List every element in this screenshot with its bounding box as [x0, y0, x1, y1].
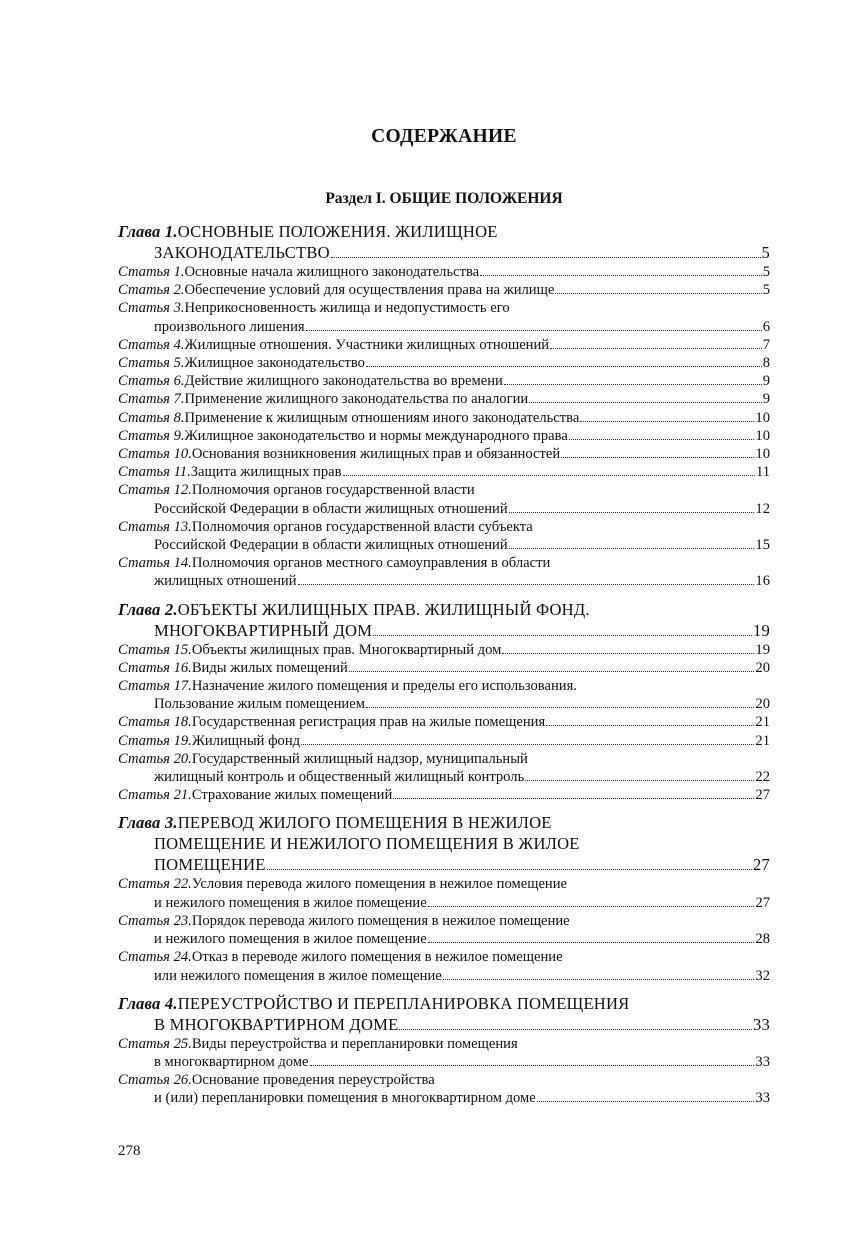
article-page: 11 [755, 464, 770, 481]
article-number: Статья 14. [118, 555, 192, 572]
article-title: Жилищное законодательство [184, 355, 365, 372]
chapter-line [118, 242, 770, 263]
article-title: Государственный жилищный надзор, муниципальный [191, 750, 528, 767]
dot-leader [399, 1029, 752, 1030]
dot-leader [428, 942, 755, 943]
article-page: 15 [755, 537, 770, 554]
article-number: Статья 23. [118, 912, 192, 929]
article-number: Статья 16. [118, 659, 192, 676]
toc-article[interactable] [118, 750, 770, 786]
dot-leader [349, 671, 755, 672]
toc-article[interactable] [118, 409, 770, 427]
chapter-page: 19 [753, 620, 770, 640]
toc-article[interactable] [118, 677, 770, 713]
chapter-heading[interactable] [118, 993, 770, 1035]
section-title: Раздел I. ОБЩИЕ ПОЛОЖЕНИЯ [325, 190, 563, 207]
dot-leader [301, 744, 754, 745]
dot-leader [555, 293, 761, 294]
toc-article[interactable] [118, 1071, 770, 1107]
dot-leader [480, 275, 762, 276]
article-line [118, 641, 770, 659]
article-title: Условия перевода жилого помещения в нежилое помещение [191, 876, 568, 893]
dot-leader [366, 366, 762, 367]
article-line [118, 463, 770, 481]
article-line [118, 481, 770, 499]
article-page: 19 [755, 641, 770, 658]
toc-chapter [118, 221, 770, 591]
article-line [118, 1071, 770, 1089]
article-title: Неприкосновенность жилища и недопустимость его [184, 300, 510, 317]
article-page: 21 [755, 732, 770, 749]
dot-leader [343, 475, 755, 476]
article-title: Российской Федерации в области жилищных отношений [154, 537, 508, 554]
article-line [118, 912, 770, 930]
article-title: Основание проведения переустройства [191, 1072, 435, 1089]
chapter-title: ПОМЕЩЕНИЕ [154, 855, 266, 875]
article-line [118, 554, 770, 572]
article-page: 10 [755, 427, 770, 444]
dot-leader [393, 798, 754, 799]
article-line [118, 427, 770, 445]
chapter-line [118, 812, 770, 833]
article-line [118, 750, 770, 768]
article-page: 5 [762, 264, 770, 280]
article-line [118, 390, 770, 408]
article-line [118, 500, 770, 518]
toc-article[interactable] [118, 299, 770, 335]
chapter-title: ЗАКОНОДАТЕЛЬСТВО [154, 243, 330, 262]
article-page: 9 [762, 391, 770, 408]
article-line [118, 677, 770, 695]
chapter-number: Глава 1. [118, 222, 178, 241]
toc-article[interactable] [118, 427, 770, 445]
article-page: 33 [755, 1053, 770, 1070]
chapter-heading[interactable] [118, 812, 770, 875]
article-title: Пользование жилым помещением [154, 696, 365, 713]
article-page: 10 [755, 446, 770, 463]
chapter-title: ОСНОВНЫЕ ПОЛОЖЕНИЯ. ЖИЛИЩНОЕ [177, 222, 498, 241]
chapter-page: 27 [753, 855, 770, 875]
article-title: Порядок перевода жилого помещения в нежилое помещение [191, 912, 570, 929]
article-line [118, 967, 770, 985]
article-page: 28 [755, 931, 770, 948]
dot-leader [580, 421, 754, 422]
article-title: Жилищное законодательство и нормы международного права [184, 427, 568, 444]
article-title: и нежилого помещения в жилое помещение [154, 894, 427, 911]
table-of-contents [118, 221, 770, 1116]
chapter-line [118, 854, 770, 875]
article-number: Статья 12. [118, 482, 192, 499]
article-line [118, 281, 770, 299]
chapter-line [118, 599, 770, 620]
article-number: Статья 6. [118, 373, 185, 390]
article-page: 27 [755, 894, 770, 911]
toc-article[interactable] [118, 445, 770, 463]
toc-article[interactable] [118, 354, 770, 372]
article-title: Основные начала жилищного законодательства [184, 264, 480, 280]
article-title: Жилищный фонд [191, 732, 301, 749]
dot-leader [569, 439, 755, 440]
article-title: жилищный контроль и общественный жилищный контроль [154, 769, 525, 786]
dot-leader [561, 457, 754, 458]
dot-leader [366, 707, 754, 708]
article-page: 22 [755, 769, 770, 786]
article-number: Статья 10. [118, 446, 192, 463]
chapter-title: ПОМЕЩЕНИЕ И НЕЖИЛОГО ПОМЕЩЕНИЯ В ЖИЛОЕ [154, 834, 580, 854]
toc-article[interactable] [118, 912, 770, 948]
toc-chapter [118, 993, 770, 1108]
article-number: Статья 18. [118, 714, 192, 731]
article-number: Статья 22. [118, 876, 192, 893]
chapter-title: ПЕРЕВОД ЖИЛОГО ПОМЕЩЕНИЯ В НЕЖИЛОЕ [177, 813, 552, 833]
dot-leader [331, 257, 761, 258]
toc-article[interactable] [118, 390, 770, 408]
chapter-page: 33 [753, 1014, 770, 1034]
article-line [118, 1089, 770, 1107]
dot-leader [546, 725, 754, 726]
chapter-title: В МНОГОКВАРТИРНОМ ДОМЕ [154, 1014, 399, 1034]
article-line [118, 930, 770, 948]
chapter-heading[interactable] [118, 599, 770, 641]
chapter-page: 5 [761, 243, 770, 262]
article-title: Объекты жилищных прав. Многоквартирный дом [191, 641, 502, 658]
article-page: 33 [755, 1090, 770, 1107]
article-number: Статья 15. [118, 641, 192, 658]
dot-leader [502, 653, 754, 654]
toc-article[interactable] [118, 713, 770, 731]
article-number: Статья 24. [118, 949, 192, 966]
toc-chapter [118, 812, 770, 984]
article-line [118, 695, 770, 713]
article-page: 6 [762, 318, 770, 335]
article-line [118, 768, 770, 786]
chapter-line [118, 221, 770, 242]
page-number: 278 [118, 1143, 141, 1159]
chapter-title: ПЕРЕУСТРОЙСТВО И ПЕРЕПЛАНИРОВКА ПОМЕЩЕНИЯ [177, 993, 630, 1013]
article-title: Полномочия органов местного самоуправления в области [191, 555, 551, 572]
chapter-line [118, 833, 770, 854]
dot-leader [306, 330, 762, 331]
toc-article[interactable] [118, 481, 770, 517]
chapter-heading[interactable] [118, 221, 770, 263]
dot-leader [525, 780, 754, 781]
article-page: 20 [755, 659, 770, 676]
article-line [118, 372, 770, 390]
toc-article[interactable] [118, 641, 770, 659]
article-line [118, 336, 770, 354]
toc-chapter [118, 599, 770, 805]
article-number: Статья 1. [118, 264, 185, 280]
article-title: Виды жилых помещений [191, 659, 348, 676]
toc-article[interactable] [118, 732, 770, 750]
article-number: Статья 11. [118, 464, 191, 481]
chapter-number: Глава 2. [118, 599, 178, 619]
article-line [118, 894, 770, 912]
article-number: Статья 7. [118, 391, 185, 408]
toc-article[interactable] [118, 372, 770, 390]
article-title: Обеспечение условий для осуществления права на жилище [184, 282, 555, 299]
chapter-title: МНОГОКВАРТИРНЫЙ ДОМ [154, 620, 373, 640]
dot-leader [267, 869, 752, 870]
chapter-number: Глава 3. [118, 813, 178, 833]
article-page: 10 [755, 409, 770, 426]
article-line [118, 786, 770, 804]
article-number: Статья 25. [118, 1035, 192, 1052]
article-title: жилищных отношений [154, 573, 297, 590]
dot-leader [529, 402, 761, 403]
article-title: Основания возникновения жилищных прав и обязанностей [191, 446, 561, 463]
article-title: Полномочия органов государственной власти [191, 482, 475, 499]
article-line [118, 445, 770, 463]
article-page: 27 [755, 787, 770, 804]
page-title: СОДЕРЖАНИЕ [371, 126, 517, 147]
article-line [118, 713, 770, 731]
dot-leader [373, 635, 752, 636]
article-number: Статья 19. [118, 732, 192, 749]
article-number: Статья 17. [118, 678, 192, 695]
article-line [118, 948, 770, 966]
article-title: Применение жилищного законодательства по аналогии [184, 391, 529, 408]
dot-leader [443, 979, 755, 980]
article-number: Статья 13. [118, 518, 192, 535]
toc-article[interactable] [118, 518, 770, 554]
dot-leader [428, 906, 755, 907]
article-title: Российской Федерации в области жилищных отношений [154, 500, 508, 517]
article-page: 8 [762, 355, 770, 372]
toc-article[interactable] [118, 263, 770, 281]
article-number: Статья 20. [118, 750, 192, 767]
article-line [118, 732, 770, 750]
article-line [118, 659, 770, 677]
article-page: 9 [762, 373, 770, 390]
article-number: Статья 2. [118, 282, 185, 299]
article-number: Статья 8. [118, 409, 185, 426]
toc-article[interactable] [118, 336, 770, 354]
article-title: Страхование жилых помещений [191, 787, 393, 804]
dot-leader [550, 348, 762, 349]
chapter-line [118, 993, 770, 1014]
dot-leader [509, 512, 755, 513]
article-line [118, 299, 770, 317]
article-line [118, 318, 770, 336]
toc-article[interactable] [118, 281, 770, 299]
article-title: Действие жилищного законодательства во времени [184, 373, 503, 390]
dot-leader [537, 1101, 755, 1102]
article-page: 5 [762, 282, 770, 299]
article-title: в многоквартирном доме [154, 1053, 309, 1070]
article-title: Защита жилищных прав [190, 464, 342, 481]
article-title: Жилищные отношения. Участники жилищных отношений [184, 336, 550, 353]
article-number: Статья 9. [118, 427, 185, 444]
article-page: 21 [755, 714, 770, 731]
article-number: Статья 4. [118, 336, 185, 353]
chapter-line [118, 620, 770, 641]
article-number: Статья 5. [118, 355, 185, 372]
article-title: Полномочия органов государственной власти субъекта [191, 518, 533, 535]
article-page: 16 [755, 573, 770, 590]
article-page: 20 [755, 696, 770, 713]
dot-leader [310, 1065, 755, 1066]
article-line [118, 1035, 770, 1053]
toc-article[interactable] [118, 1035, 770, 1071]
article-line [118, 409, 770, 427]
dot-leader [509, 548, 755, 549]
article-number: Статья 3. [118, 300, 185, 317]
article-title: Виды переустройства и перепланировки помещения [191, 1035, 518, 1052]
article-title: или нежилого помещения в жилое помещение [154, 967, 442, 984]
article-number: Статья 26. [118, 1072, 192, 1089]
article-page: 7 [762, 336, 770, 353]
article-line [118, 263, 770, 281]
article-page: 12 [755, 500, 770, 517]
toc-article[interactable] [118, 948, 770, 984]
chapter-number: Глава 4. [118, 993, 178, 1013]
article-title: Государственная регистрация прав на жилые помещения [191, 714, 546, 731]
article-title: Применение к жилищным отношениям иного законодательства [184, 409, 580, 426]
chapter-title: ОБЪЕКТЫ ЖИЛИЩНЫХ ПРАВ. ЖИЛИЩНЫЙ ФОНД. [177, 599, 590, 619]
toc-article[interactable] [118, 463, 770, 481]
article-title: и нежилого помещения в жилое помещение [154, 931, 427, 948]
article-title: Назначение жилого помещения и пределы его использования. [191, 678, 577, 695]
article-title: и (или) перепланировки помещения в многоквартирном доме [154, 1090, 536, 1107]
toc-article[interactable] [118, 875, 770, 911]
toc-article[interactable] [118, 659, 770, 677]
article-line [118, 354, 770, 372]
article-title: произвольного лишения [154, 318, 305, 335]
article-line [118, 536, 770, 554]
article-line [118, 572, 770, 590]
article-number: Статья 21. [118, 787, 192, 804]
article-line [118, 518, 770, 536]
dot-leader [504, 384, 762, 385]
article-page: 32 [755, 967, 770, 984]
chapter-line [118, 1014, 770, 1035]
dot-leader [298, 584, 755, 585]
article-line [118, 1053, 770, 1071]
toc-article[interactable] [118, 786, 770, 804]
article-line [118, 875, 770, 893]
toc-article[interactable] [118, 554, 770, 590]
article-title: Отказ в переводе жилого помещения в нежилое помещение [191, 949, 563, 966]
